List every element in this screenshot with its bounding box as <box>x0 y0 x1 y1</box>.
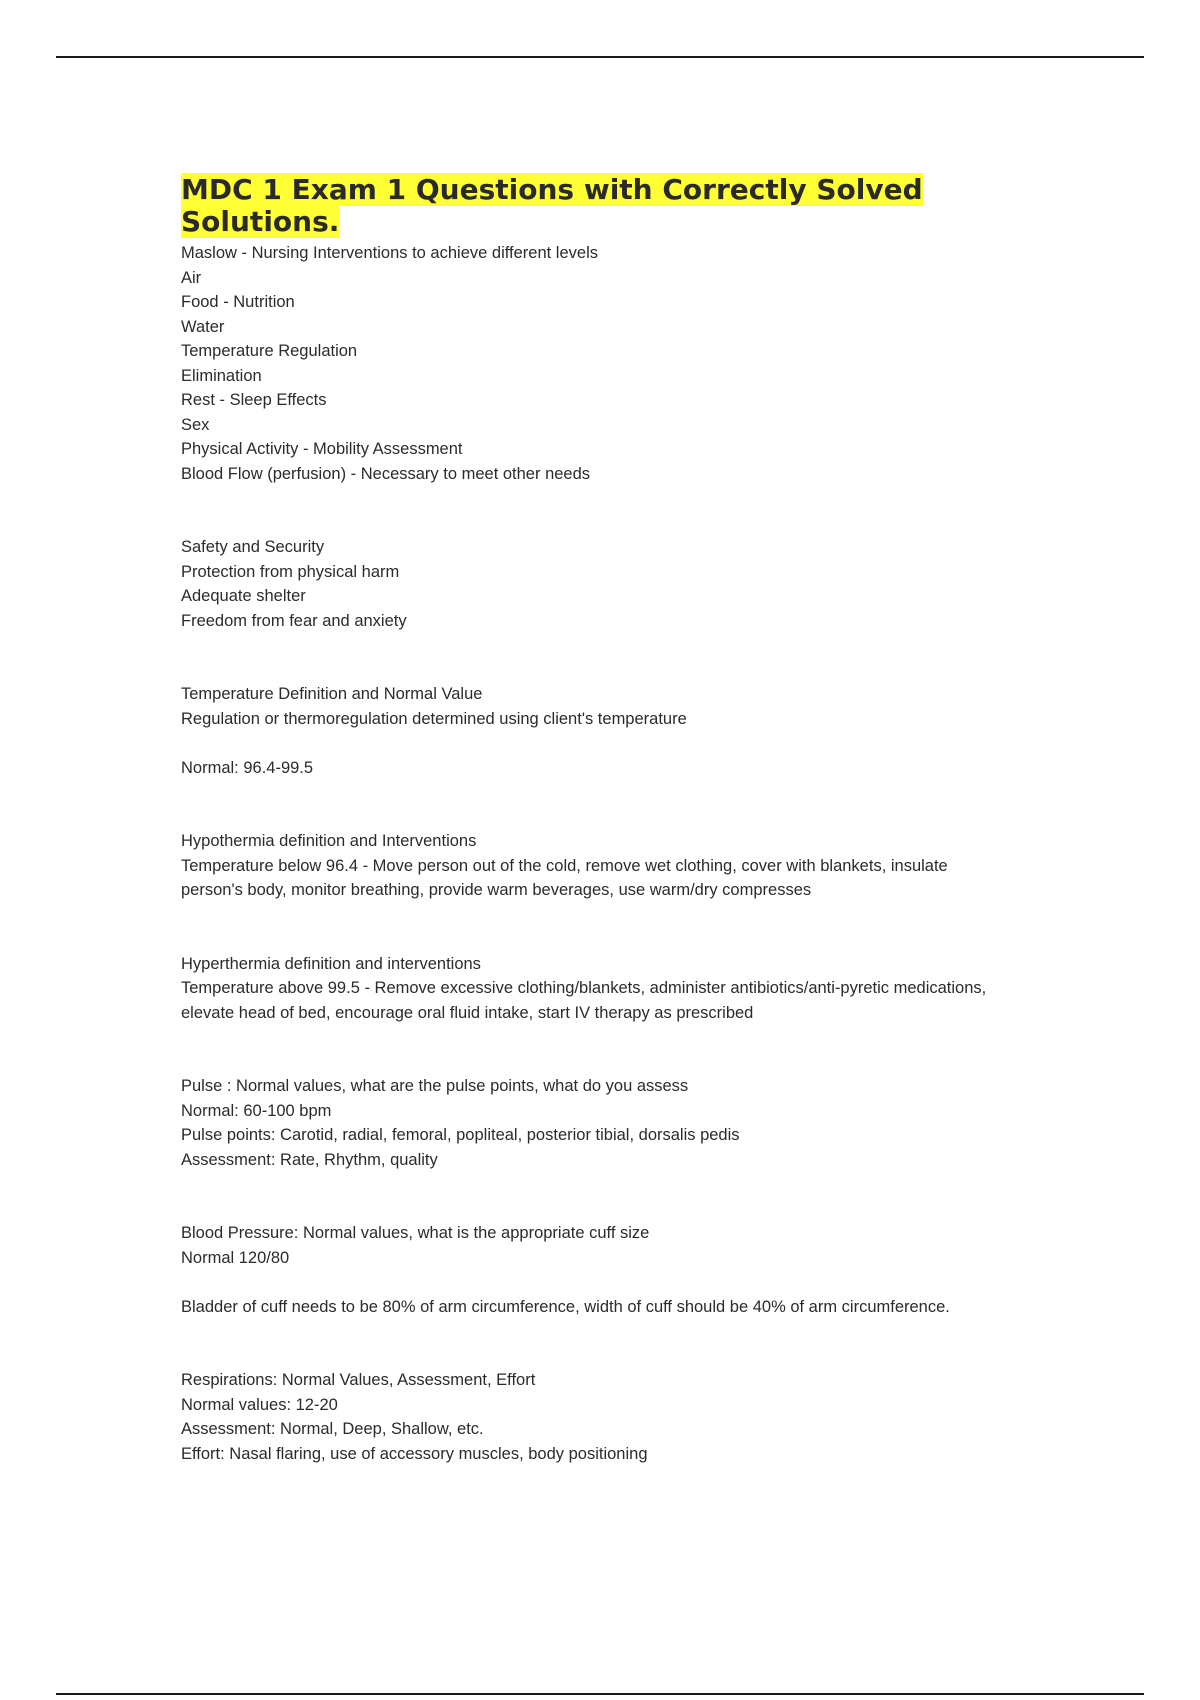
section-line: Elimination <box>181 366 262 385</box>
section-spacer <box>181 1025 1011 1074</box>
section-heading: Hyperthermia definition and interventions <box>181 954 481 973</box>
section-hypothermia <box>181 829 1011 903</box>
section-heading: Temperature Definition and Normal Value <box>181 685 483 703</box>
blank-line <box>181 731 1011 756</box>
section-maslow <box>181 241 1011 486</box>
header-rule <box>56 56 1144 58</box>
section-line: Normal values: 12-20 <box>181 1395 338 1414</box>
blank-line <box>181 1270 1011 1295</box>
section-line: Assessment: Normal, Deep, Shallow, etc. <box>181 1420 484 1438</box>
section-line: Adequate shelter <box>181 587 306 605</box>
section-hyperthermia <box>181 952 1011 1026</box>
section-heading: Pulse : Normal values, what are the pulse points, what do you assess <box>181 1077 689 1095</box>
section-line: Protection from physical harm <box>181 562 400 581</box>
footer-rule <box>56 1693 1144 1695</box>
section-line: Regulation or thermoregulation determined using client's temperature <box>181 709 687 728</box>
section-line: Pulse points: Carotid, radial, femoral, popliteal, posterior tibial, dorsalis pedis <box>181 1126 740 1144</box>
section-blood-pressure <box>181 1221 1011 1319</box>
section-temperature <box>181 682 1011 780</box>
section-spacer <box>181 1319 1011 1368</box>
section-spacer <box>181 1172 1011 1221</box>
section-paragraph: Temperature above 99.5 - Remove excessive clothing/blankets, administer antibiotics/anti-pyretic medications, elevate head of bed, encourage oral fluid intake, start IV therapy as prescribed <box>181 979 987 1022</box>
section-paragraph: Temperature below 96.4 - Move person out of the cold, remove wet clothing, cover with blankets, insulate person's body, monitor breathing, provide warm beverages, use warm/dry compresses <box>181 856 948 899</box>
section-line: Temperature Regulation <box>181 342 358 360</box>
section-heading: Safety and Security <box>181 538 325 556</box>
section-spacer <box>181 486 1011 535</box>
document-body <box>181 174 1011 1466</box>
section-line: Rest - Sleep Effects <box>181 391 327 409</box>
document-title-text: MDC 1 Exam 1 Questions with Correctly Solved Solutions. <box>181 173 923 238</box>
section-respirations <box>181 1368 1011 1466</box>
section-line: Normal 120/80 <box>181 1248 290 1267</box>
section-heading: Respirations: Normal Values, Assessment, Effort <box>181 1371 536 1389</box>
section-line: Assessment: Rate, Rhythm, quality <box>181 1150 438 1169</box>
section-pulse <box>181 1074 1011 1172</box>
section-line: Food - Nutrition <box>181 293 295 311</box>
section-line: Water <box>181 317 225 336</box>
section-spacer <box>181 903 1011 952</box>
section-line: Sex <box>181 415 210 434</box>
section-paragraph: Bladder of cuff needs to be 80% of arm circumference, width of cuff should be 40% of arm circumference. <box>181 1297 950 1316</box>
section-spacer <box>181 633 1011 682</box>
section-line: Normal: 60-100 bpm <box>181 1101 332 1120</box>
section-spacer <box>181 780 1011 829</box>
section-line: Freedom from fear and anxiety <box>181 611 407 630</box>
document-title <box>181 174 1011 238</box>
section-line: Normal: 96.4-99.5 <box>181 758 314 777</box>
section-heading: Blood Pressure: Normal values, what is the appropriate cuff size <box>181 1224 650 1242</box>
section-heading: Maslow - Nursing Interventions to achieve different levels <box>181 244 598 262</box>
section-line: Blood Flow (perfusion) - Necessary to meet other needs <box>181 464 591 483</box>
section-line: Air <box>181 268 202 287</box>
section-line: Effort: Nasal flaring, use of accessory muscles, body positioning <box>181 1444 648 1463</box>
section-heading: Hypothermia definition and Interventions <box>181 832 477 850</box>
section-line: Physical Activity - Mobility Assessment <box>181 440 463 458</box>
section-safety-security <box>181 535 1011 633</box>
